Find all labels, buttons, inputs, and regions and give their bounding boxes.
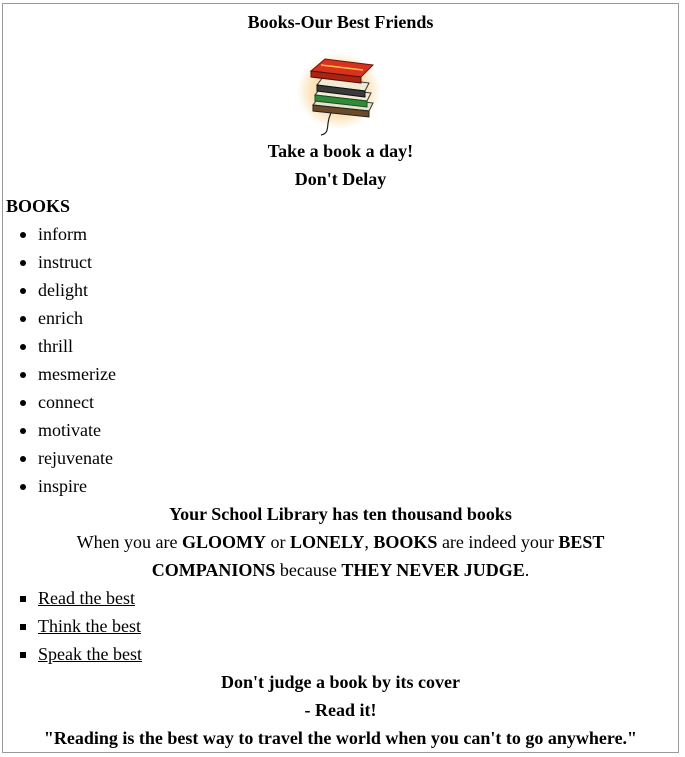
link-item — [3, 584, 142, 612]
read-it-line: - Read it! — [304, 700, 377, 720]
para-bold: LONELY — [290, 532, 365, 552]
list-item: thrill — [3, 332, 116, 360]
quote-line: "Reading is the best way to travel the world when you can't to go anywhere." — [43, 728, 638, 748]
page-frame — [2, 3, 679, 753]
list-item: mesmerize — [3, 360, 116, 388]
companions-paragraph-line1 — [3, 528, 678, 556]
para-text: because — [275, 560, 342, 580]
para-bold: GLOOMY — [182, 532, 267, 552]
links-list — [3, 584, 142, 668]
list-item: instruct — [3, 248, 116, 276]
para-text: . — [524, 560, 530, 580]
link-3[interactable]: Speak the best — [38, 644, 142, 664]
list-item: delight — [3, 276, 116, 304]
books-stack-icon — [291, 47, 391, 137]
para-text: , — [364, 532, 374, 552]
list-item: connect — [3, 388, 116, 416]
link-2[interactable]: Think the best — [38, 616, 141, 636]
link-1[interactable]: Read the best — [38, 588, 135, 608]
para-text: When you are — [76, 532, 183, 552]
companions-paragraph-line2 — [3, 556, 678, 584]
books-list — [3, 220, 116, 500]
para-bold: THEY NEVER JUDGE — [341, 560, 525, 580]
list-item: motivate — [3, 416, 116, 444]
para-bold: COMPANIONS — [151, 560, 276, 580]
slogan-take-a-book: Take a book a day! — [267, 141, 414, 161]
para-text: or — [266, 532, 291, 552]
list-item: rejuvenate — [3, 444, 116, 472]
page-title: Books-Our Best Friends — [247, 12, 434, 32]
list-item: inform — [3, 220, 116, 248]
books-heading: BOOKS — [6, 196, 71, 216]
library-line: Your School Library has ten thousand books — [169, 504, 512, 524]
para-bold: BOOKS — [373, 532, 438, 552]
link-item — [3, 640, 142, 668]
para-bold: BEST — [558, 532, 605, 552]
slogan-dont-delay: Don't Delay — [294, 169, 387, 189]
cover-line: Don't judge a book by its cover — [220, 672, 460, 692]
list-item: inspire — [3, 472, 116, 500]
list-item: enrich — [3, 304, 116, 332]
link-item — [3, 612, 142, 640]
para-text: are indeed your — [437, 532, 559, 552]
